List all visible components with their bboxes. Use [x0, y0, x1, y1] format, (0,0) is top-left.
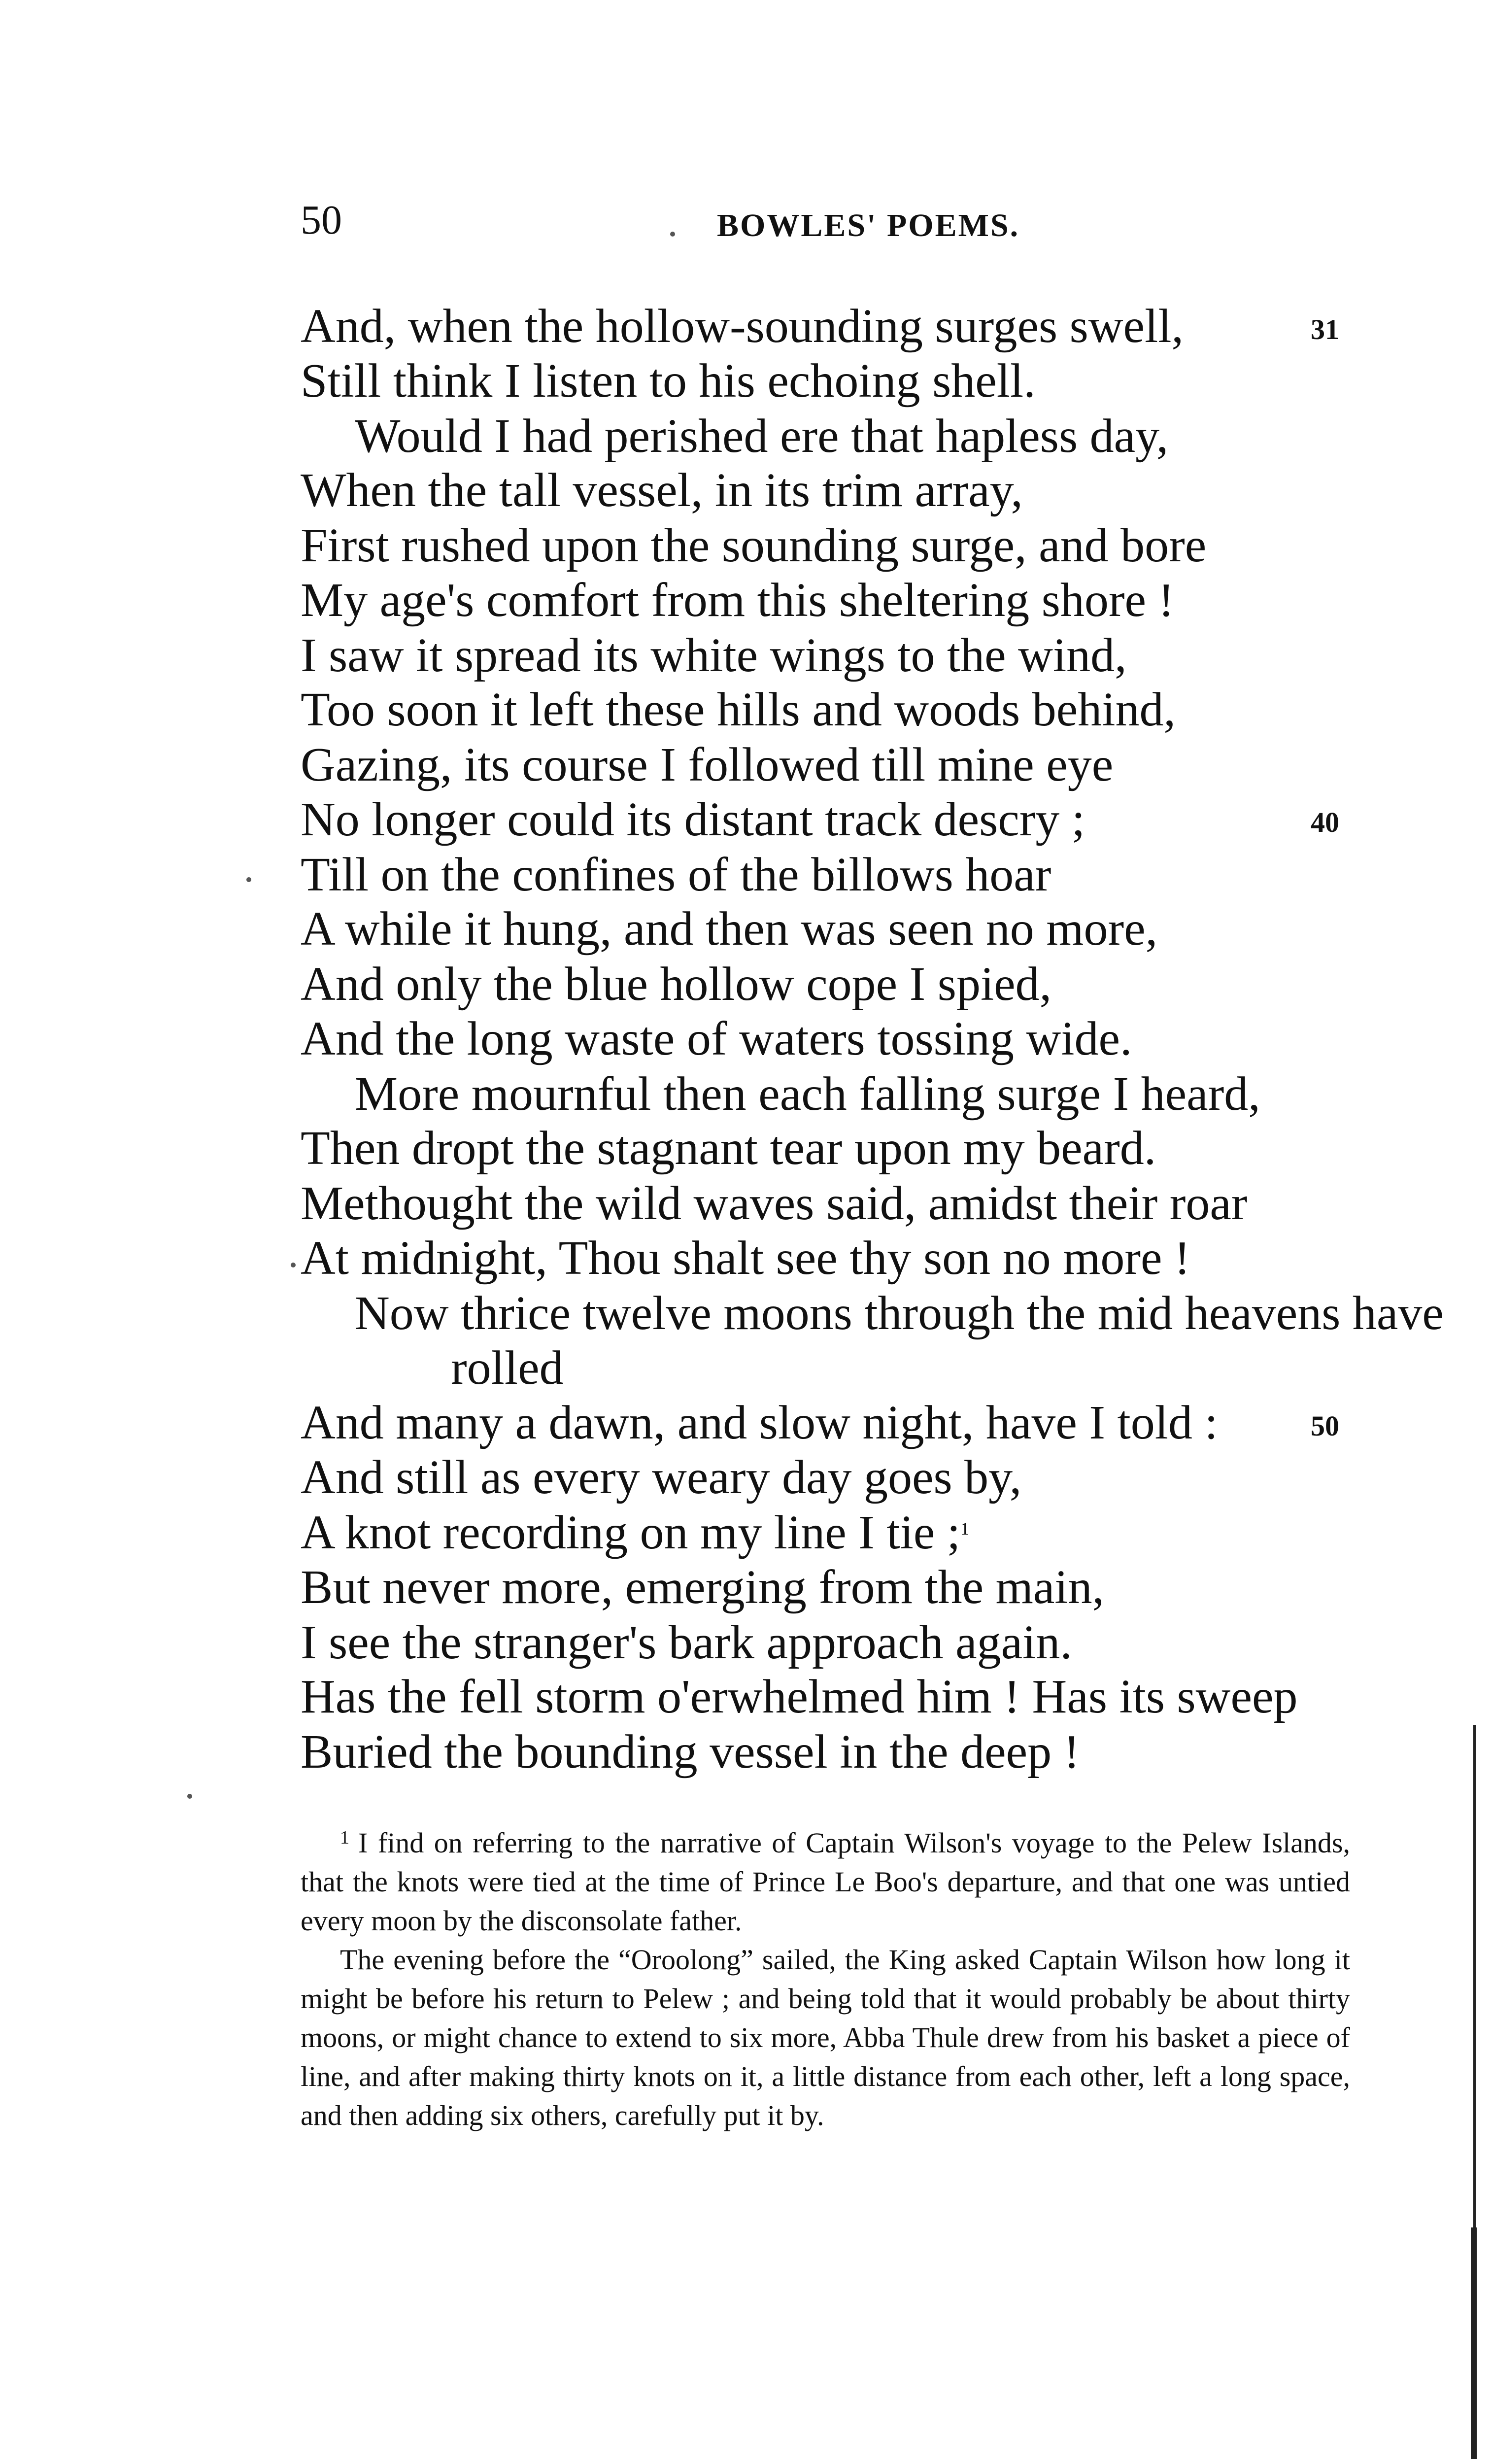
footnote-paragraph: The evening before the “Oroolong” sailed, the King asked Captain Wilson how long it might be before his return to Pelew ; and being told that it would probably be about thirty moons, or might chance to extend to six more, Abba Thule drew from his basket a piece of line, and after making thirty knots on it, a little distance from each other, left a long space, and then adding six others, carefully put it by.: [301, 1944, 1350, 2131]
margin-mark: [291, 1263, 296, 1267]
poem-line: Till on the confines of the billows hoar: [301, 848, 1051, 901]
poem-line: Too soon it left these hills and woods behind,: [301, 683, 1176, 736]
running-title: BOWLES' POEMS.: [717, 207, 1020, 243]
line-number: 40: [1311, 806, 1339, 838]
margin-mark: [246, 877, 251, 882]
page-number: 50: [301, 197, 342, 243]
poem-line: At midnight, Thou shalt see thy son no more !: [301, 1232, 1190, 1285]
poem-line: I see the stranger's bark approach again.: [301, 1616, 1072, 1669]
poem-line: I saw it spread its white wings to the wind,: [301, 629, 1127, 682]
poem-line: A while it hung, and then was seen no more,: [301, 902, 1158, 956]
poem-line: And many a dawn, and slow night, have I told :: [301, 1396, 1218, 1449]
poem-line: Buried the bounding vessel in the deep !: [301, 1725, 1080, 1779]
footnote-reference: 1: [960, 1519, 970, 1539]
poem-line: And only the blue hollow cope I spied,: [301, 958, 1052, 1011]
footnote-paragraph: [301, 1818, 1350, 1940]
poem-line: rolled: [451, 1341, 564, 1395]
footnote-text: I find on referring to the narrative of Captain Wilson's voyage to the Pelew Islands, that the knots were tied at the time of Prince Le Boo's departure, and that one was untied every moon by the disconsolate father.: [301, 1827, 1350, 1937]
poem-line: And the long waste of waters tossing wide.: [301, 1012, 1132, 1065]
poem-line-text: A knot recording on my line I tie ;: [301, 1506, 961, 1559]
poem-line: No longer could its distant track descry ;: [301, 793, 1085, 846]
line-number: 31: [1311, 313, 1339, 345]
poem-line: When the tall vessel, in its trim array,: [301, 464, 1023, 517]
page-edge-line: [1473, 1725, 1476, 2227]
poem-line: Has the fell storm o'erwhelmed him ! Has its sweep: [301, 1670, 1298, 1723]
poem-line: And, when the hollow-sounding surges swell,: [301, 300, 1184, 353]
poem-line: My age's comfort from this sheltering shore !: [301, 574, 1175, 627]
footnote-marker: 1: [340, 1827, 349, 1848]
poem-line: Would I had perished ere that hapless day,: [355, 410, 1169, 463]
poem-line: First rushed upon the sounding surge, and bore: [301, 519, 1207, 572]
poem-line: [301, 1508, 969, 1557]
margin-mark: [670, 232, 675, 237]
poem-line: But never more, emerging from the main,: [301, 1561, 1105, 1614]
poem-line: Gazing, its course I followed till mine eye: [301, 738, 1114, 791]
poem-line: Then dropt the stagnant tear upon my beard.: [301, 1122, 1156, 1175]
poem-line: Methought the wild waves said, amidst their roar: [301, 1177, 1248, 1230]
page-edge-line: [1471, 2227, 1477, 2459]
poem-line: Still think I listen to his echoing shell.: [301, 354, 1036, 408]
line-number: 50: [1311, 1410, 1339, 1442]
footnotes: [301, 1818, 1350, 2135]
margin-mark: [187, 1794, 192, 1799]
poem-line: And still as every weary day goes by,: [301, 1451, 1022, 1504]
poem-line: More mournful then each falling surge I heard,: [355, 1067, 1260, 1121]
poem-line: Now thrice twelve moons through the mid heavens have: [355, 1287, 1444, 1340]
